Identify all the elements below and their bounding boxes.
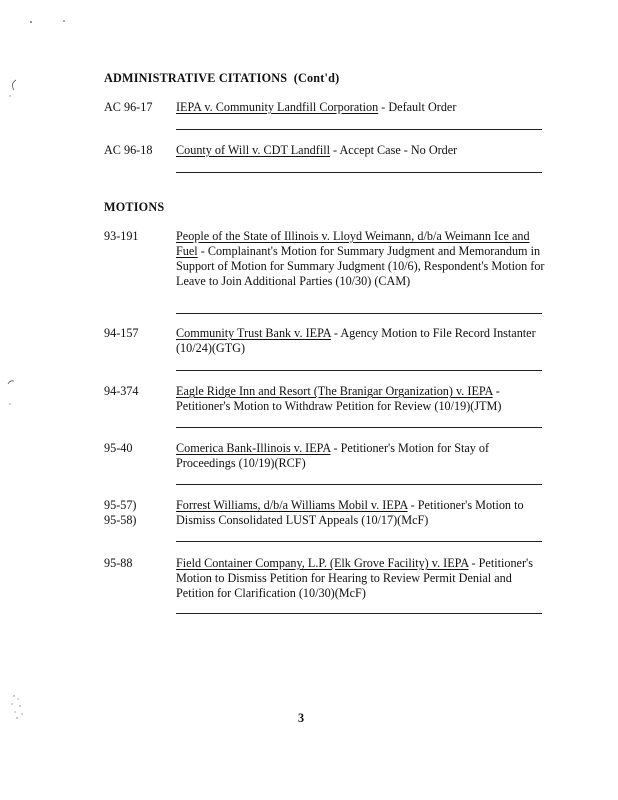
divider <box>176 484 542 485</box>
docket-number: 95-40 <box>104 441 133 455</box>
case-title: Community Trust Bank v. IEPA <box>176 326 331 340</box>
docket-number: 94-157 <box>104 326 139 340</box>
case-title: Field Container Company, L.P. (Elk Grove Facility) v. IEPA <box>176 556 469 570</box>
divider <box>176 427 542 428</box>
docket-number: 95-88 <box>104 556 133 570</box>
admin-citations-heading: ADMINISTRATIVE CITATIONS (Cont'd) <box>104 71 340 85</box>
case-description: Field Container Company, L.P. (Elk Grove Facility) v. IEPA - Petitioner's Motion to Dismiss Petition for Hearing to Review Permit Denial and Petition for Clarification (10/30)(McF) <box>176 556 533 600</box>
case-title: Forrest Williams, d/b/a Williams Mobil v. IEPA <box>176 498 408 512</box>
case-description: Community Trust Bank v. IEPA - Agency Motion to File Record Instanter (10/24)(GTG) <box>176 326 536 355</box>
divider <box>176 370 542 371</box>
case-title: Comerica Bank-Illinois v. IEPA <box>176 441 331 455</box>
case-description: Comerica Bank-Illinois v. IEPA - Petitioner's Motion for Stay of Proceedings (10/19)(RCF) <box>176 441 490 470</box>
divider <box>176 313 542 314</box>
divider <box>176 613 542 614</box>
page-number: 3 <box>298 711 305 725</box>
case-description: People of the State of Illinois v. Lloyd Weimann, d/b/a Weimann Ice and Fuel - Complainant's Motion for Summary Judgment and Memorandum in Support of Motion for Summary Judgment (10/6), Respondent's Motion for Leave to Join Additional Parties (10/30) (CAM) <box>176 229 545 288</box>
docket-number: 94-374 <box>104 384 139 398</box>
divider <box>176 129 542 130</box>
case-title: Eagle Ridge Inn and Resort (The Branigar Organization) v. IEPA <box>176 384 493 398</box>
docket-number: 93-191 <box>104 229 139 243</box>
case-title: IEPA v. Community Landfill Corporation <box>176 100 379 114</box>
case-title: People of the State of Illinois v. Lloyd Weimann, d/b/a Weimann Ice and Fuel <box>176 229 530 258</box>
case-description: Eagle Ridge Inn and Resort (The Branigar Organization) v. IEPA - Petitioner's Motion to Withdraw Petition for Review (10/19)(JTM) <box>176 384 502 413</box>
motions-heading: MOTIONS <box>104 200 165 214</box>
divider <box>176 541 542 542</box>
case-description: County of Will v. CDT Landfill - Accept Case - No Order <box>176 143 458 157</box>
divider <box>176 172 542 173</box>
case-description: IEPA v. Community Landfill Corporation - Default Order <box>176 100 457 114</box>
case-description: Forrest Williams, d/b/a Williams Mobil v. IEPA - Petitioner's Motion to Dismiss Consolidated LUST Appeals (10/17)(McF) <box>176 498 524 527</box>
docket-number: AC 96-18 <box>104 143 153 157</box>
docket-number: 95-57) 95-58) <box>104 498 137 527</box>
case-title: County of Will v. CDT Landfill <box>176 143 330 157</box>
docket-number: AC 96-17 <box>104 100 153 114</box>
